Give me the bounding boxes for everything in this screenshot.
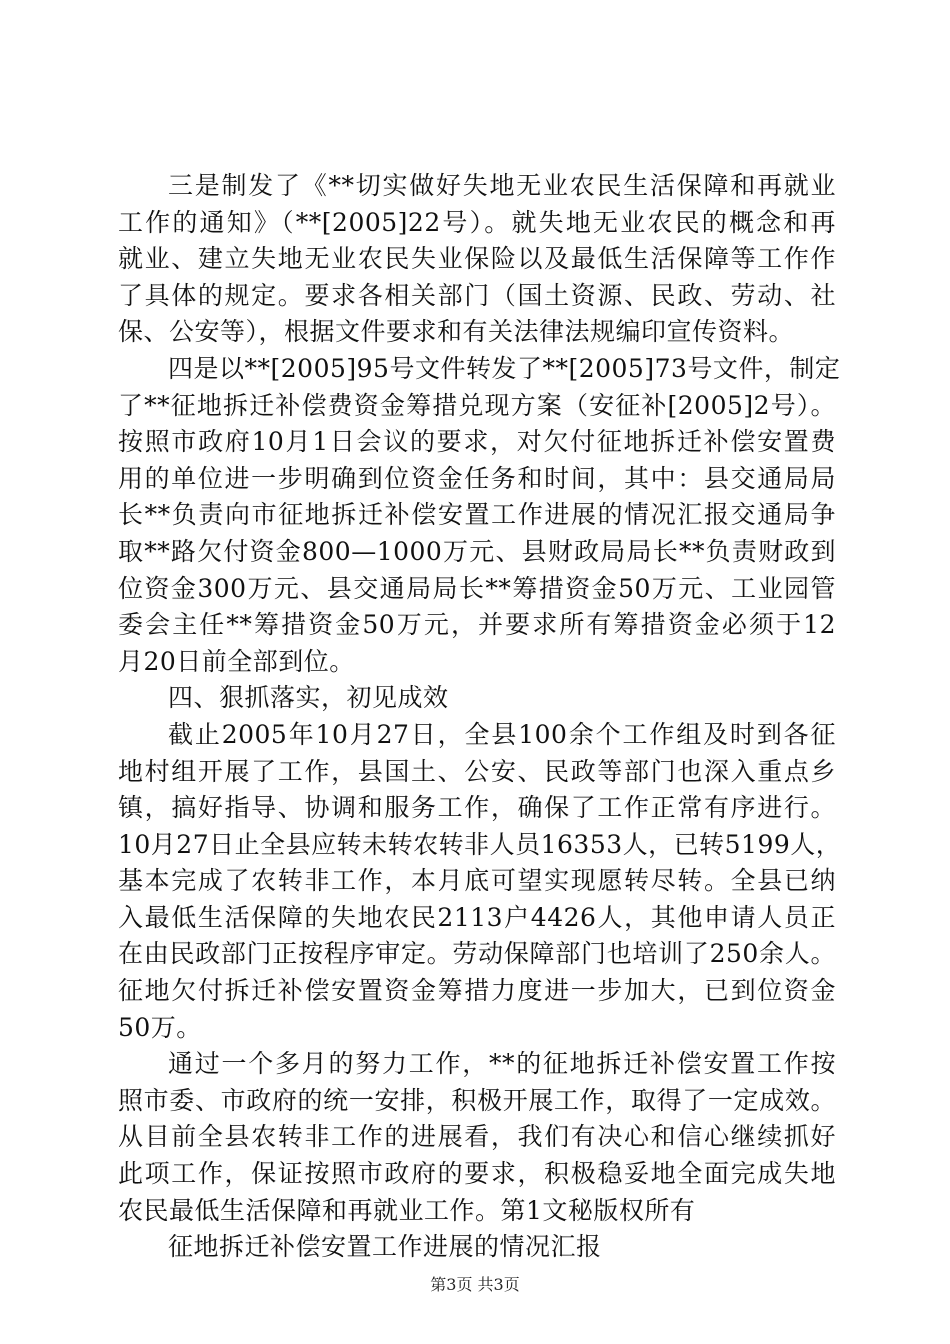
paragraph-line: 此项工作，保证按照市政府的要求，积极稳妥地全面完成失地 xyxy=(118,1159,836,1189)
paragraph-line: 了**征地拆迁补偿费资金筹措兑现方案（安征补[2005]2号）。 xyxy=(118,390,836,420)
paragraph-line: 农民最低生活保障和再就业工作。第1文秘版权所有 xyxy=(118,1195,696,1225)
paragraph-line: 四是以**[2005]95号文件转发了**[2005]73号文件，制定 xyxy=(168,353,841,383)
paragraph-1 xyxy=(118,168,836,351)
paragraph-line: 用的单位进一步明确到位资金任务和时间，其中：县交通局局 xyxy=(118,463,836,493)
paragraph-line: 保、公安等），根据文件要求和有关法律法规编印宣传资料。 xyxy=(118,317,795,347)
paragraph-5 xyxy=(118,1046,836,1229)
paragraph-line: 取**路欠付资金800—1000万元、县财政局局长**负责财政到 xyxy=(118,536,836,566)
paragraph-line: 按照市政府10月1日会议的要求，对欠付征地拆迁补偿安置费 xyxy=(118,427,836,457)
document-body xyxy=(118,168,842,1266)
paragraph-line: 长**负责向市征地拆迁补偿安置工作进展的情况汇报交通局争 xyxy=(118,500,836,530)
paragraph-line: 50万。 xyxy=(118,1012,202,1042)
page-footer: 第3页 共3页 xyxy=(430,1275,520,1294)
paragraph-line: 通过一个多月的努力工作，**的征地拆迁补偿安置工作按 xyxy=(168,1049,836,1079)
paragraph-line: 入最低生活保障的失地农民2113户4426人，其他申请人员正 xyxy=(118,902,836,932)
paragraph-4 xyxy=(118,717,842,1046)
paragraph-line: 了具体的规定。要求各相关部门（国土资源、民政、劳动、社 xyxy=(118,280,836,310)
paragraph-line: 征地欠付拆迁补偿安置资金筹措力度进一步加大，已到位资金 xyxy=(118,976,836,1006)
paragraph-line: 就业、建立失地无业农民失业保险以及最低生活保障等工作作 xyxy=(118,244,836,274)
paragraph-line: 月20日前全部到位。 xyxy=(118,646,355,676)
paragraph-line: 三是制发了《**切实做好失地无业农民生活保障和再就业 xyxy=(168,171,836,200)
document-title-text: 征地拆迁补偿安置工作进展的情况汇报 xyxy=(168,1232,602,1262)
paragraph-line: 地村组开展了工作，县国土、公安、民政等部门也深入重点乡 xyxy=(118,756,836,786)
paragraph-line: 从目前全县农转非工作的进展看，我们有决心和信心继续抓好 xyxy=(118,1122,836,1152)
paragraph-line: 在由民政部门正按程序审定。劳动保障部门也培训了250余人。 xyxy=(118,939,836,969)
document-title-line xyxy=(118,1229,836,1266)
section-heading-text: 四、狠抓落实，初见成效 xyxy=(168,683,449,713)
paragraph-line: 基本完成了农转非工作，本月底可望实现愿转尽转。全县已纳 xyxy=(118,866,836,896)
paragraph-line: 10月27日止全县应转未转农转非人员16353人，已转5199人， xyxy=(118,829,842,859)
paragraph-line: 工作的通知》（**[2005]22号）。就失地无业农民的概念和再 xyxy=(118,207,836,237)
section-heading xyxy=(118,680,836,717)
paragraph-line: 位资金300万元、县交通局局长**筹措资金50万元、工业园管 xyxy=(118,573,836,603)
paragraph-line: 镇，搞好指导、协调和服务工作，确保了工作正常有序进行。 xyxy=(118,793,836,823)
paragraph-line: 委会主任**筹措资金50万元，并要求所有筹措资金必须于12 xyxy=(118,610,836,640)
paragraph-line: 照市委、市政府的统一安排，积极开展工作，取得了一定成效。 xyxy=(118,1085,836,1115)
paragraph-2 xyxy=(118,351,841,680)
paragraph-line: 截止2005年10月27日，全县100余个工作组及时到各征 xyxy=(168,719,836,749)
